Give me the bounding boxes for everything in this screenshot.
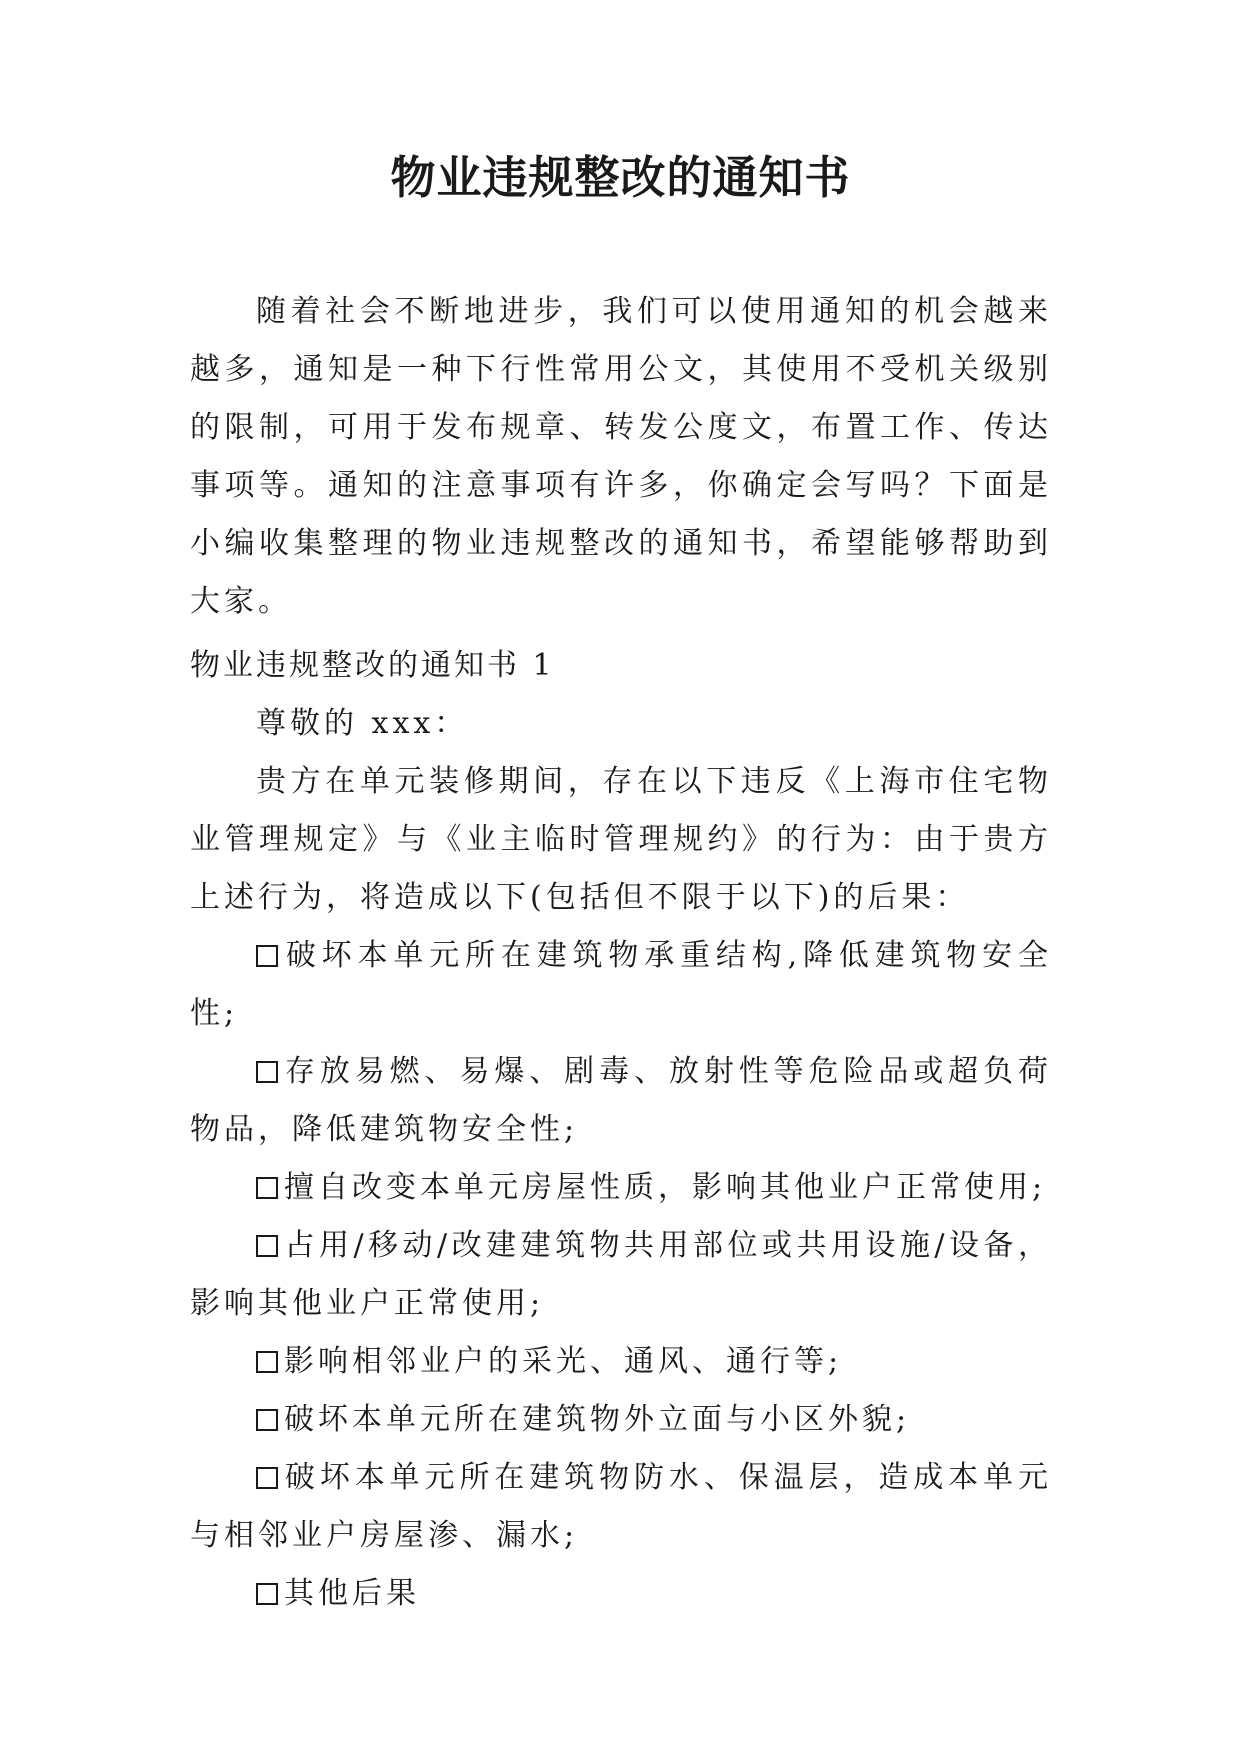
checkbox-icon	[256, 1061, 278, 1083]
checklist-item	[190, 927, 1052, 1043]
letter-body	[190, 695, 1052, 1623]
checklist-item-text: 破坏本单元所在建筑物防水、保温层，造成本单元与相邻业户房屋渗、漏水;	[190, 1460, 1052, 1553]
intro-paragraph: 随着社会不断地进步，我们可以使用通知的机会越来越多，通知是一种下行性常用公文，其使用不受机关级别的限制，可用于发布规章、转发公度文，布置工作、传达事项等。通知的注意事项有许多，你确定会写吗？下面是小编收集整理的物业违规整改的通知书，希望能够帮助到大家。	[190, 294, 1052, 619]
letter-paragraph: 贵方在单元装修期间，存在以下违反《上海市住宅物业管理规定》与《业主临时管理规约》的行为：由于贵方上述行为，将造成以下(包括但不限于以下)的后果：	[190, 764, 1052, 915]
checkbox-icon	[256, 945, 278, 967]
checklist-item	[190, 1391, 1052, 1449]
checklist-item-text: 影响相邻业户的采光、通风、通行等;	[284, 1344, 843, 1379]
checklist-item-text: 擅自改变本单元房屋性质，影响其他业户正常使用;	[284, 1170, 1047, 1205]
checklist-item	[190, 1159, 1052, 1217]
checklist-item	[190, 1449, 1052, 1565]
checklist-item	[190, 1565, 1052, 1623]
checklist-item	[190, 1217, 1052, 1333]
section-title: 物业违规整改的通知书 1	[190, 648, 555, 683]
checkbox-icon	[256, 1583, 278, 1605]
checklist-item-text: 占用/移动/改建建筑物共用部位或共用设施/设备，影响其他业户正常使用;	[190, 1228, 1052, 1321]
checkbox-icon	[256, 1235, 278, 1257]
checklist-item	[190, 1043, 1052, 1159]
checklist-item-text: 其他后果	[284, 1576, 420, 1611]
checkbox-icon	[256, 1351, 278, 1373]
checkbox-icon	[256, 1177, 278, 1199]
checkbox-icon	[256, 1409, 278, 1431]
checklist-item-text: 存放易燃、易爆、剧毒、放射性等危险品或超负荷物品，降低建筑物安全性;	[190, 1054, 1052, 1147]
checkbox-icon	[256, 1467, 278, 1489]
salutation: 尊敬的 xxx：	[256, 706, 469, 741]
checklist-item-text: 破坏本单元所在建筑物外立面与小区外貌;	[284, 1402, 911, 1437]
document-title: 物业违规整改的通知书	[390, 151, 851, 204]
checklist-item-text: 破坏本单元所在建筑物承重结构,降低建筑物安全性;	[190, 938, 1052, 1031]
checklist-item	[190, 1333, 1052, 1391]
